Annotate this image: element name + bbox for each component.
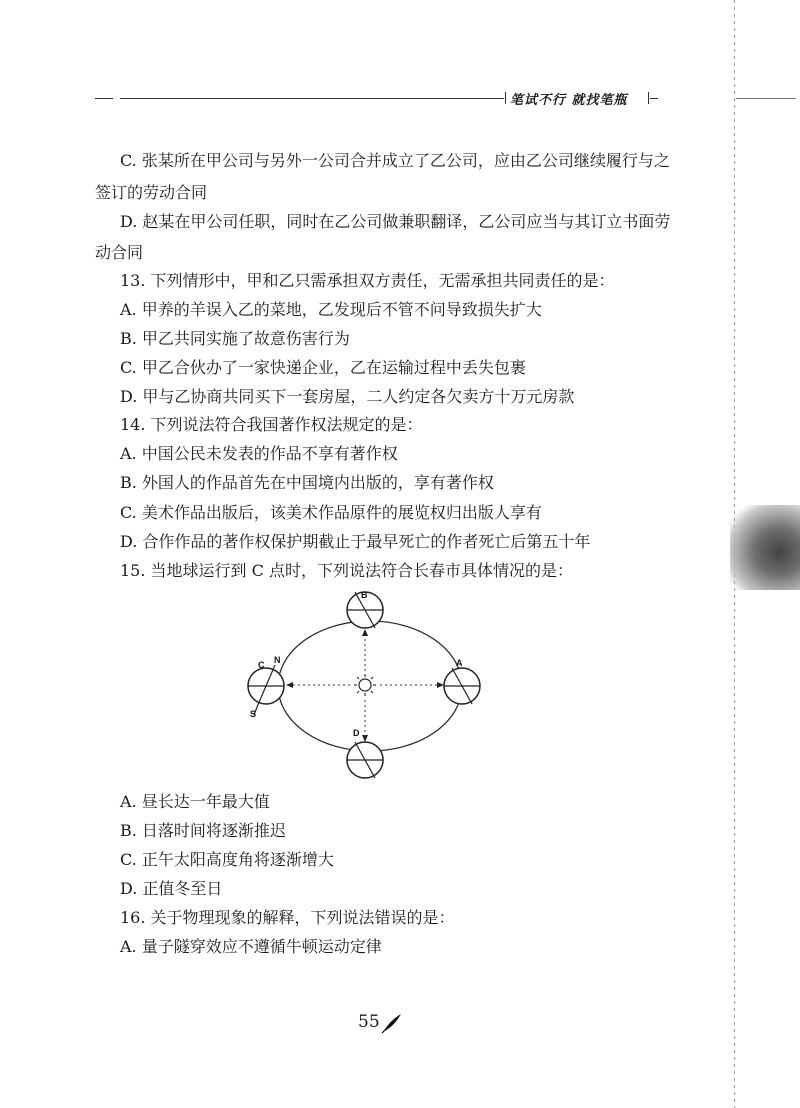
sun-icon xyxy=(354,674,376,696)
header-rule-left xyxy=(120,98,504,99)
q16-option-a: A. 量子隧穿效应不遵循牛顿运动定律 xyxy=(120,937,382,956)
orbit-ellipse xyxy=(278,621,462,751)
q14-option-a: A. 中国公民未发表的作品不享有著作权 xyxy=(120,444,398,463)
q13-option-b: B. 甲乙共同实施了故意伤害行为 xyxy=(120,329,350,348)
header-rule-left-short xyxy=(95,98,113,99)
q14-option-b: B. 外国人的作品首先在中国境内出版的，享有著作权 xyxy=(120,473,494,492)
label-b: B xyxy=(361,590,368,600)
q12-option-c-line1: C. 张某所在甲公司与另外一公司合并成立了乙公司，应由乙公司继续履行与之 xyxy=(120,151,670,170)
q15-option-c: C. 正午太阳高度角将逐渐增大 xyxy=(120,850,334,869)
q12-option-d-line1: D. 赵某在甲公司任职，同时在乙公司做兼职翻译，乙公司应当与其订立书面劳 xyxy=(120,212,671,231)
arrow-head-c xyxy=(286,682,293,688)
q15-option-a: A. 昼长达一年最大值 xyxy=(120,792,270,811)
arrow-head-a xyxy=(437,682,444,688)
earth-orbit-diagram xyxy=(240,583,500,788)
header-tick-right xyxy=(648,92,649,104)
q12-option-c-line2: 签订的劳动合同 xyxy=(95,183,208,202)
q12-option-d-line2: 动合同 xyxy=(95,243,144,262)
q14-stem: 14. 下列说法符合我国著作权法规定的是： xyxy=(120,415,423,434)
scan-edge-rule xyxy=(736,98,796,99)
q16-stem: 16. 关于物理现象的解释，下列说法错误的是： xyxy=(120,908,455,927)
header-rule-right xyxy=(650,98,658,99)
label-s: S xyxy=(250,709,257,719)
label-a: A xyxy=(456,658,463,668)
page-number: 55 xyxy=(358,1012,380,1032)
q13-option-a: A. 甲养的羊误入乙的菜地，乙发现后不管不问导致损失扩大 xyxy=(120,300,542,319)
earth-position-c xyxy=(248,665,284,715)
q13-stem: 13. 下列情形中，甲和乙只需承担双方责任，无需承担共同责任的是： xyxy=(120,271,615,290)
q14-option-c: C. 美术作品出版后，该美术作品原件的展览权归出版人享有 xyxy=(120,503,542,522)
q15-option-b: B. 日落时间将逐渐推迟 xyxy=(120,821,286,840)
label-n: N xyxy=(274,655,281,665)
quill-icon xyxy=(381,1012,403,1034)
q15-option-d: D. 正值冬至日 xyxy=(120,879,223,898)
q13-option-d: D. 甲与乙协商共同买下一套房屋，二人约定各欠卖方十万元房款 xyxy=(120,387,575,406)
arrow-head-d xyxy=(362,735,368,742)
header-slogan: 笔试不行 就找笔瓶 xyxy=(510,93,628,108)
header-tick-left xyxy=(505,92,506,104)
earth-position-a xyxy=(444,668,480,704)
label-d: D xyxy=(353,728,360,738)
scan-edge-shadow xyxy=(730,505,800,590)
q14-option-d: D. 合作作品的著作权保护期截止于最早死亡的作者死亡后第五十年 xyxy=(120,532,591,551)
q13-option-c: C. 甲乙合伙办了一家快递企业，乙在运输过程中丢失包裹 xyxy=(120,358,526,377)
q15-stem: 15. 当地球运行到 C 点时，下列说法符合长春市具体情况的是： xyxy=(120,561,573,580)
earth-position-d xyxy=(347,742,383,778)
label-c: C xyxy=(258,660,265,670)
arrow-head-b xyxy=(362,629,368,636)
